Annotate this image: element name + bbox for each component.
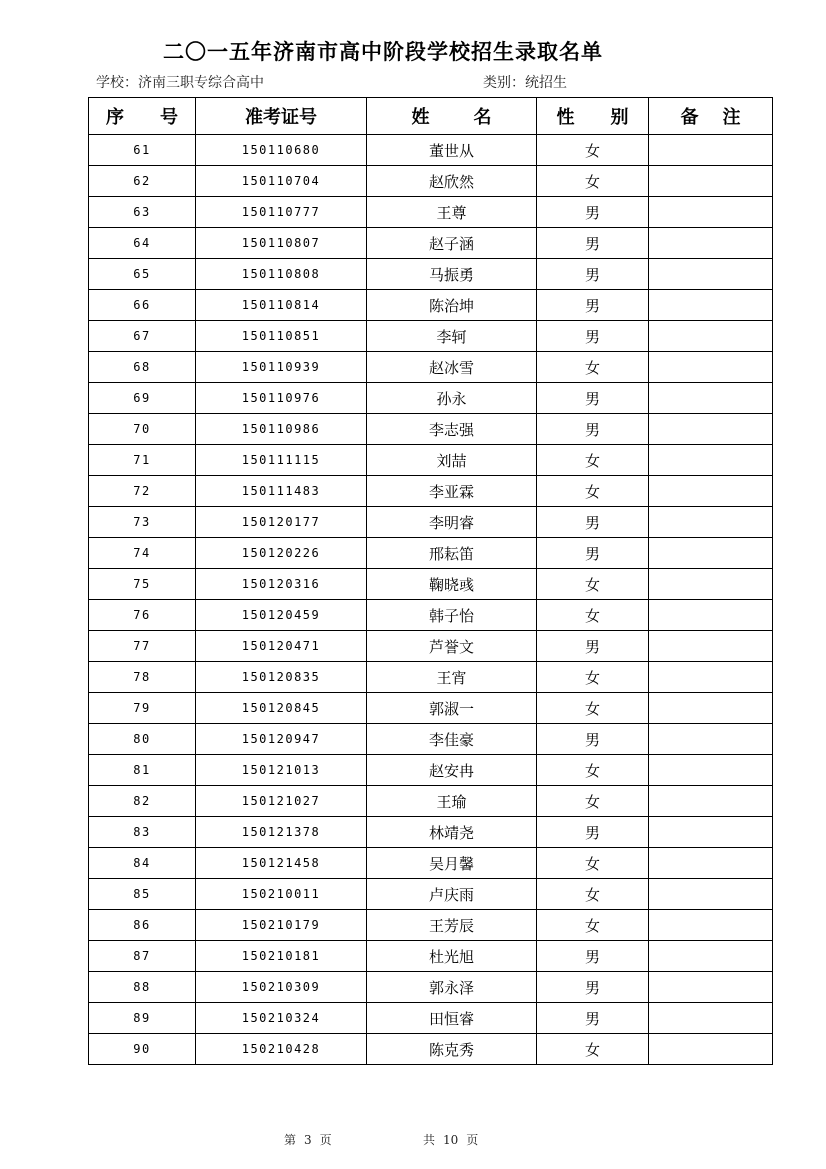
cell-remark	[649, 135, 773, 166]
cell-student-name: 李佳豪	[367, 724, 537, 755]
cell-student-name: 芦誉文	[367, 631, 537, 662]
table-row	[89, 631, 773, 662]
header-remark-a: 备	[680, 107, 699, 128]
cell-sex: 男	[537, 972, 649, 1003]
cell-exam-id: 150120471	[196, 631, 367, 662]
cell-exam-id: 150120177	[196, 507, 367, 538]
cell-remark	[649, 352, 773, 383]
page-suffix: 页	[319, 1133, 332, 1147]
cell-sex: 男	[537, 817, 649, 848]
table-row	[89, 383, 773, 414]
cell-remark	[649, 166, 773, 197]
total-prefix: 共	[423, 1133, 436, 1147]
cell-student-name: 邢耘笛	[367, 538, 537, 569]
cell-remark	[649, 693, 773, 724]
cell-exam-id: 150121378	[196, 817, 367, 848]
cell-serial-number: 88	[89, 972, 196, 1003]
cell-sex: 男	[537, 1003, 649, 1034]
cell-serial-number: 80	[89, 724, 196, 755]
cell-student-name: 卢庆雨	[367, 879, 537, 910]
header-name-a: 姓	[411, 107, 430, 128]
cell-serial-number: 67	[89, 321, 196, 352]
cell-remark	[649, 445, 773, 476]
cell-serial-number: 66	[89, 290, 196, 321]
table-row	[89, 414, 773, 445]
cell-sex: 女	[537, 910, 649, 941]
cell-exam-id: 150110808	[196, 259, 367, 290]
cell-exam-id: 150121027	[196, 786, 367, 817]
cell-remark	[649, 910, 773, 941]
header-serial-b: 号	[160, 107, 178, 128]
cell-exam-id: 150110704	[196, 166, 367, 197]
cell-sex: 女	[537, 445, 649, 476]
cell-exam-id: 150110976	[196, 383, 367, 414]
cell-student-name: 陈治坤	[367, 290, 537, 321]
header-serial-number	[89, 98, 196, 135]
cell-remark	[649, 538, 773, 569]
table-row	[89, 786, 773, 817]
table-row	[89, 755, 773, 786]
cell-student-name: 李亚霖	[367, 476, 537, 507]
cell-remark	[649, 197, 773, 228]
table-row	[89, 817, 773, 848]
cell-remark	[649, 786, 773, 817]
page-number: 3	[304, 1133, 312, 1147]
cell-remark	[649, 414, 773, 445]
cell-serial-number: 77	[89, 631, 196, 662]
cell-student-name: 陈克秀	[367, 1034, 537, 1065]
cell-remark	[649, 755, 773, 786]
cell-sex: 女	[537, 879, 649, 910]
cell-sex: 男	[537, 631, 649, 662]
cell-serial-number: 90	[89, 1034, 196, 1065]
cell-serial-number: 70	[89, 414, 196, 445]
cell-sex: 男	[537, 724, 649, 755]
cell-sex: 女	[537, 135, 649, 166]
table-row	[89, 600, 773, 631]
cell-serial-number: 71	[89, 445, 196, 476]
cell-remark	[649, 724, 773, 755]
cell-exam-id: 150120226	[196, 538, 367, 569]
cell-exam-id: 150121458	[196, 848, 367, 879]
table-row	[89, 507, 773, 538]
cell-serial-number: 75	[89, 569, 196, 600]
cell-student-name: 鞠晓彧	[367, 569, 537, 600]
table-header-row	[89, 98, 773, 135]
table-row	[89, 724, 773, 755]
cell-student-name: 赵子涵	[367, 228, 537, 259]
total-suffix: 页	[466, 1133, 479, 1147]
table-row	[89, 848, 773, 879]
cell-remark	[649, 662, 773, 693]
cell-serial-number: 87	[89, 941, 196, 972]
cell-student-name: 赵欣然	[367, 166, 537, 197]
cell-student-name: 吴月馨	[367, 848, 537, 879]
cell-exam-id: 150110986	[196, 414, 367, 445]
cell-exam-id: 150121013	[196, 755, 367, 786]
cell-exam-id: 150210428	[196, 1034, 367, 1065]
cell-exam-id: 150110680	[196, 135, 367, 166]
cell-remark	[649, 259, 773, 290]
cell-student-name: 杜光旭	[367, 941, 537, 972]
cell-serial-number: 89	[89, 1003, 196, 1034]
cell-exam-id: 150111115	[196, 445, 367, 476]
cell-serial-number: 84	[89, 848, 196, 879]
cell-sex: 女	[537, 755, 649, 786]
cell-exam-id: 150120459	[196, 600, 367, 631]
table-row	[89, 972, 773, 1003]
cell-remark	[649, 879, 773, 910]
table-row	[89, 879, 773, 910]
cell-exam-id: 150120316	[196, 569, 367, 600]
table-row	[89, 910, 773, 941]
cell-exam-id: 150120947	[196, 724, 367, 755]
cell-student-name: 李轲	[367, 321, 537, 352]
cell-exam-id: 150110777	[196, 197, 367, 228]
cell-exam-id: 150110807	[196, 228, 367, 259]
cell-student-name: 李明睿	[367, 507, 537, 538]
table-row	[89, 569, 773, 600]
cell-student-name: 田恒睿	[367, 1003, 537, 1034]
page-prefix: 第	[284, 1133, 297, 1147]
cell-student-name: 王瑜	[367, 786, 537, 817]
admission-table	[88, 97, 773, 1065]
header-sex-b: 别	[610, 107, 629, 128]
cell-remark	[649, 228, 773, 259]
cell-sex: 女	[537, 476, 649, 507]
school-line: 学校：济南三职专综合高中	[96, 75, 264, 91]
cell-sex: 男	[537, 321, 649, 352]
table-row	[89, 693, 773, 724]
cell-exam-id: 150120845	[196, 693, 367, 724]
header-sex-a: 性	[556, 107, 575, 128]
cell-student-name: 董世从	[367, 135, 537, 166]
cell-remark	[649, 1003, 773, 1034]
table-row	[89, 321, 773, 352]
cell-remark	[649, 290, 773, 321]
table-row	[89, 166, 773, 197]
cell-sex: 女	[537, 569, 649, 600]
cell-serial-number: 79	[89, 693, 196, 724]
cell-student-name: 刘喆	[367, 445, 537, 476]
cell-serial-number: 69	[89, 383, 196, 414]
title-text: 二〇一五年济南市高中阶段学校招生录取名单	[163, 40, 603, 64]
header-serial-a: 序	[106, 107, 124, 128]
cell-exam-id: 150210309	[196, 972, 367, 1003]
cell-student-name: 李志强	[367, 414, 537, 445]
category-line: 类别：统招生	[483, 75, 567, 91]
cell-exam-id: 150110814	[196, 290, 367, 321]
cell-exam-id: 150210011	[196, 879, 367, 910]
cell-remark	[649, 1034, 773, 1065]
table-row	[89, 352, 773, 383]
cell-remark	[649, 600, 773, 631]
cell-exam-id: 150120835	[196, 662, 367, 693]
cell-student-name: 郭永泽	[367, 972, 537, 1003]
cell-remark	[649, 383, 773, 414]
cell-serial-number: 65	[89, 259, 196, 290]
cell-remark	[649, 848, 773, 879]
page-indicator	[284, 1131, 332, 1148]
cell-sex: 女	[537, 693, 649, 724]
table-row	[89, 1003, 773, 1034]
total-pages-indicator	[423, 1131, 478, 1148]
cell-sex: 男	[537, 941, 649, 972]
cell-serial-number: 62	[89, 166, 196, 197]
cell-serial-number: 64	[89, 228, 196, 259]
table-row	[89, 538, 773, 569]
cell-serial-number: 76	[89, 600, 196, 631]
cell-sex: 女	[537, 166, 649, 197]
cell-sex: 男	[537, 383, 649, 414]
cell-sex: 男	[537, 197, 649, 228]
cell-sex: 男	[537, 507, 649, 538]
table-body	[89, 135, 773, 1065]
cell-sex: 男	[537, 290, 649, 321]
cell-serial-number: 73	[89, 507, 196, 538]
cell-sex: 男	[537, 259, 649, 290]
table-row	[89, 662, 773, 693]
cell-sex: 男	[537, 228, 649, 259]
cell-exam-id: 150210324	[196, 1003, 367, 1034]
cell-remark	[649, 321, 773, 352]
header-remark	[649, 98, 773, 135]
cell-remark	[649, 476, 773, 507]
cell-sex: 女	[537, 600, 649, 631]
cell-student-name: 韩子怡	[367, 600, 537, 631]
table-row	[89, 290, 773, 321]
header-sex	[537, 98, 649, 135]
cell-serial-number: 83	[89, 817, 196, 848]
cell-exam-id: 150110939	[196, 352, 367, 383]
cell-serial-number: 74	[89, 538, 196, 569]
cell-serial-number: 72	[89, 476, 196, 507]
cell-student-name: 郭淑一	[367, 693, 537, 724]
table-row	[89, 445, 773, 476]
cell-student-name: 王尊	[367, 197, 537, 228]
cell-student-name: 赵冰雪	[367, 352, 537, 383]
total-pages: 10	[443, 1133, 459, 1147]
header-remark-b: 注	[722, 107, 741, 128]
table-row	[89, 135, 773, 166]
table-row	[89, 941, 773, 972]
cell-exam-id: 150110851	[196, 321, 367, 352]
cell-exam-id: 150210179	[196, 910, 367, 941]
cell-remark	[649, 631, 773, 662]
cell-sex: 女	[537, 662, 649, 693]
header-exam-id: 准考证号	[196, 98, 367, 135]
cell-serial-number: 68	[89, 352, 196, 383]
table-row	[89, 1034, 773, 1065]
cell-exam-id: 150210181	[196, 941, 367, 972]
cell-sex: 男	[537, 414, 649, 445]
table-row	[89, 259, 773, 290]
cell-remark	[649, 507, 773, 538]
cell-sex: 女	[537, 848, 649, 879]
cell-student-name: 孙永	[367, 383, 537, 414]
header-name	[367, 98, 537, 135]
cell-serial-number: 81	[89, 755, 196, 786]
document-title	[0, 36, 826, 66]
table-row	[89, 197, 773, 228]
cell-student-name: 马振勇	[367, 259, 537, 290]
cell-exam-id: 150111483	[196, 476, 367, 507]
cell-sex: 女	[537, 352, 649, 383]
cell-student-name: 王宵	[367, 662, 537, 693]
cell-remark	[649, 972, 773, 1003]
cell-student-name: 王芳辰	[367, 910, 537, 941]
cell-student-name: 赵安冉	[367, 755, 537, 786]
header-name-b: 名	[473, 107, 492, 128]
table-row	[89, 228, 773, 259]
cell-sex: 男	[537, 538, 649, 569]
cell-sex: 女	[537, 1034, 649, 1065]
cell-remark	[649, 817, 773, 848]
cell-serial-number: 61	[89, 135, 196, 166]
cell-student-name: 林靖尧	[367, 817, 537, 848]
cell-remark	[649, 569, 773, 600]
cell-serial-number: 82	[89, 786, 196, 817]
cell-serial-number: 78	[89, 662, 196, 693]
cell-serial-number: 85	[89, 879, 196, 910]
cell-sex: 女	[537, 786, 649, 817]
cell-serial-number: 63	[89, 197, 196, 228]
table-row	[89, 476, 773, 507]
cell-remark	[649, 941, 773, 972]
cell-serial-number: 86	[89, 910, 196, 941]
